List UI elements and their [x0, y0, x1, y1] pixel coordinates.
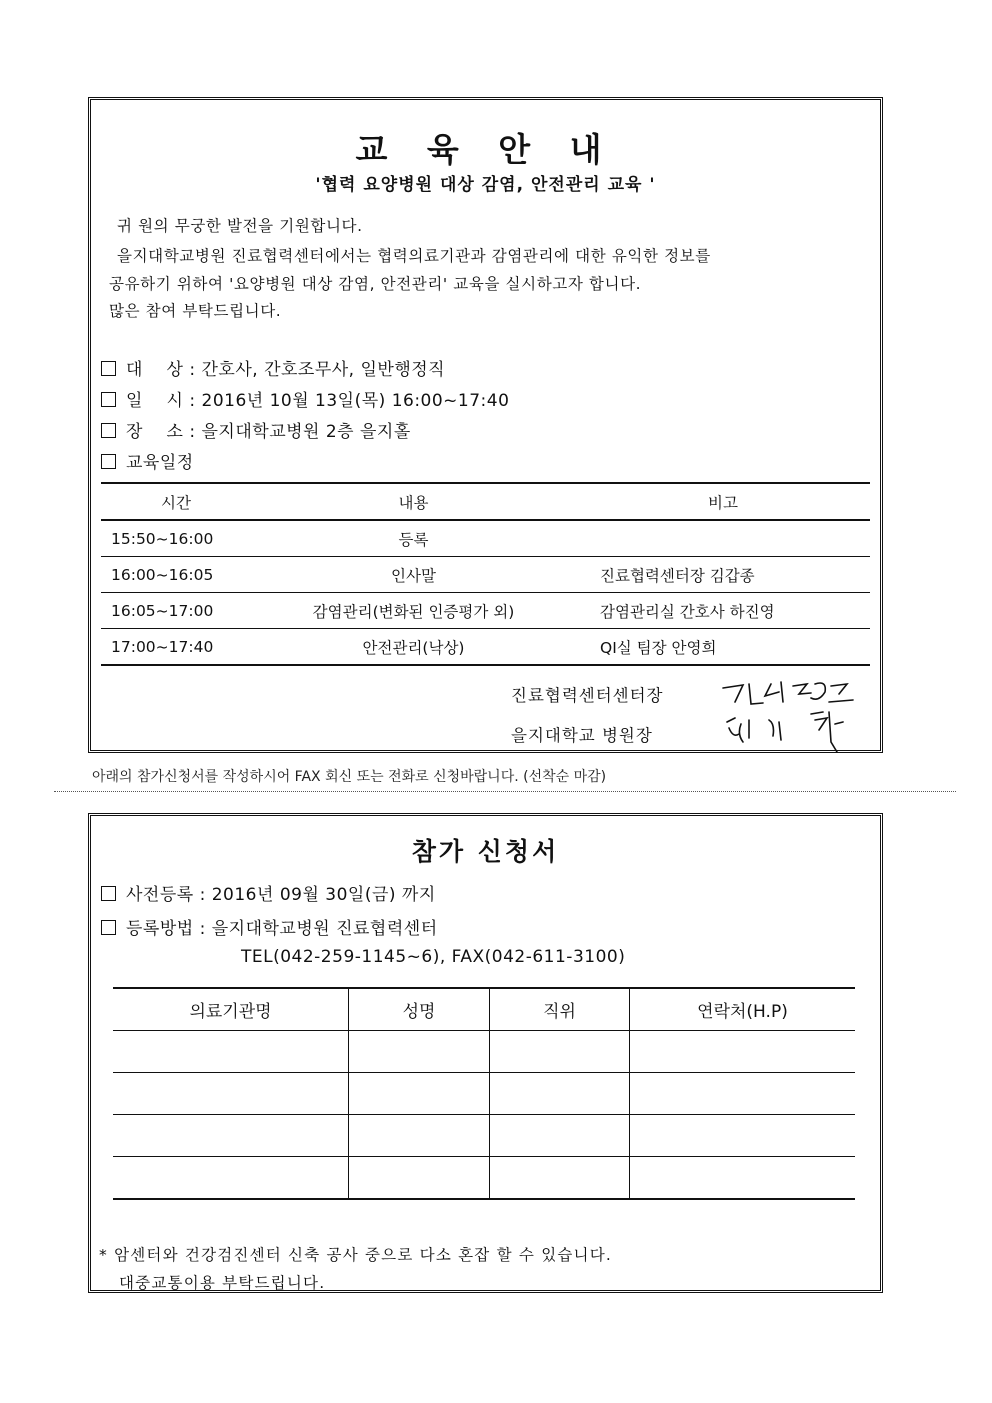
phone-cell[interactable] — [630, 1115, 856, 1157]
name-cell[interactable] — [349, 1157, 490, 1200]
phone-cell[interactable] — [630, 1031, 856, 1073]
column-header: 성명 — [349, 988, 490, 1031]
application-table — [113, 987, 855, 1200]
registration-method-item — [101, 914, 438, 939]
item-label: 일 시 : — [126, 391, 202, 411]
institution-name-cell[interactable] — [113, 1157, 349, 1200]
notice-subtitle: '협력 요양병원 대상 감염, 안전관리 교육 ' — [315, 175, 656, 195]
cut-line-divider — [54, 791, 956, 792]
date-time-item — [101, 386, 509, 411]
table-row — [101, 593, 870, 629]
institution-name-cell[interactable] — [113, 1073, 349, 1115]
checkbox-square-icon — [101, 423, 116, 438]
institution-name-cell[interactable] — [113, 1031, 349, 1073]
item-label: 사전등록 : — [126, 885, 212, 905]
greeting-text: 귀 원의 무궁한 발전을 기원합니다. — [117, 217, 363, 235]
signature-hospital-director-icon — [719, 708, 859, 754]
checkbox-square-icon — [101, 361, 116, 376]
pre-registration-item — [101, 880, 436, 905]
table-row — [113, 1031, 855, 1073]
checkbox-square-icon — [101, 454, 116, 469]
column-header: 의료기관명 — [113, 988, 349, 1031]
name-cell[interactable] — [349, 1031, 490, 1073]
item-value: 간호사, 간호조무사, 일반행정직 — [201, 360, 446, 380]
notice-title: 교 육 안 내 — [355, 130, 616, 169]
footnote-line-1: * 암센터와 건강검진센터 신축 공사 중으로 다소 혼잡 할 수 있습니다. — [99, 1246, 613, 1264]
table-row — [101, 629, 870, 666]
position-cell[interactable] — [490, 1157, 630, 1200]
column-header: 연락처(H.P) — [630, 988, 856, 1031]
schedule-header-row — [101, 483, 870, 520]
schedule-note: 감염관리실 간호사 하진영 — [576, 593, 870, 629]
schedule-content: 안전관리(낙상) — [251, 629, 576, 666]
body-text-line-3: 많은 참여 부탁드립니다. — [109, 302, 282, 320]
checkbox-square-icon — [101, 392, 116, 407]
schedule-time: 16:05~17:00 — [101, 593, 251, 629]
schedule-time: 15:50~16:00 — [101, 520, 251, 557]
schedule-content: 등록 — [251, 520, 576, 557]
target-audience-item — [101, 355, 445, 380]
schedule-time: 17:00~17:40 — [101, 629, 251, 666]
schedule-content: 감염관리(변화된 인증평가 외) — [251, 593, 576, 629]
schedule-note — [576, 520, 870, 557]
phone-cell[interactable] — [630, 1157, 856, 1200]
item-value: 을지대학교병원 진료협력센터 — [211, 919, 438, 939]
column-header: 시간 — [101, 483, 251, 520]
position-cell[interactable] — [490, 1073, 630, 1115]
column-header: 비고 — [576, 483, 870, 520]
checkbox-square-icon — [101, 920, 116, 935]
item-label: 등록방법 : — [126, 919, 212, 939]
signature-director-icon — [719, 672, 859, 708]
item-value: 2016년 09월 30일(금) 까지 — [211, 885, 436, 905]
schedule-note: QI실 팀장 안영희 — [576, 629, 870, 666]
footnote-line-2: 대중교통이용 부탁드립니다. — [119, 1274, 326, 1292]
schedule-note: 진료협력센터장 김갑종 — [576, 557, 870, 593]
column-header: 직위 — [490, 988, 630, 1031]
contact-numbers: TEL(042-259-1145~6), FAX(042-611-3100) — [241, 947, 626, 967]
table-row — [113, 1073, 855, 1115]
position-cell[interactable] — [490, 1031, 630, 1073]
column-header: 내용 — [251, 483, 576, 520]
item-value: 을지대학교병원 2층 을지홀 — [201, 422, 411, 442]
name-cell[interactable] — [349, 1073, 490, 1115]
schedule-time: 16:00~16:05 — [101, 557, 251, 593]
body-text-line-1: 을지대학교병원 진료협력센터에서는 협력의료기관과 감염관리에 대한 유익한 정보를 — [117, 247, 711, 265]
item-value: 2016년 10월 13일(목) 16:00~17:40 — [201, 391, 510, 411]
signatory-hospital-director: 을지대학교 병원장 — [511, 726, 653, 745]
table-row — [101, 520, 870, 557]
phone-cell[interactable] — [630, 1073, 856, 1115]
item-label: 교육일정 — [126, 453, 194, 473]
table-row — [113, 1115, 855, 1157]
location-item — [101, 417, 411, 442]
application-header-row — [113, 988, 855, 1031]
form-title: 참가 신청서 — [411, 837, 560, 866]
table-row — [113, 1157, 855, 1200]
education-notice-box — [88, 97, 883, 753]
education-schedule-item — [101, 448, 194, 473]
checkbox-square-icon — [101, 886, 116, 901]
table-row — [101, 557, 870, 593]
position-cell[interactable] — [490, 1115, 630, 1157]
item-label: 대 상 : — [126, 360, 202, 380]
body-text-line-2: 공유하기 위하여 '요양병원 대상 감염, 안전관리' 교육을 실시하고자 합니다. — [109, 275, 642, 293]
institution-name-cell[interactable] — [113, 1115, 349, 1157]
application-instruction: 아래의 참가신청서를 작성하시어 FAX 회신 또는 전화로 신청바랍니다. (선착순 마감) — [92, 769, 607, 785]
signatory-center-director: 진료협력센터센터장 — [511, 686, 664, 705]
application-form-box — [88, 813, 883, 1293]
schedule-table — [101, 482, 870, 666]
name-cell[interactable] — [349, 1115, 490, 1157]
item-label: 장 소 : — [126, 422, 202, 442]
schedule-content: 인사말 — [251, 557, 576, 593]
